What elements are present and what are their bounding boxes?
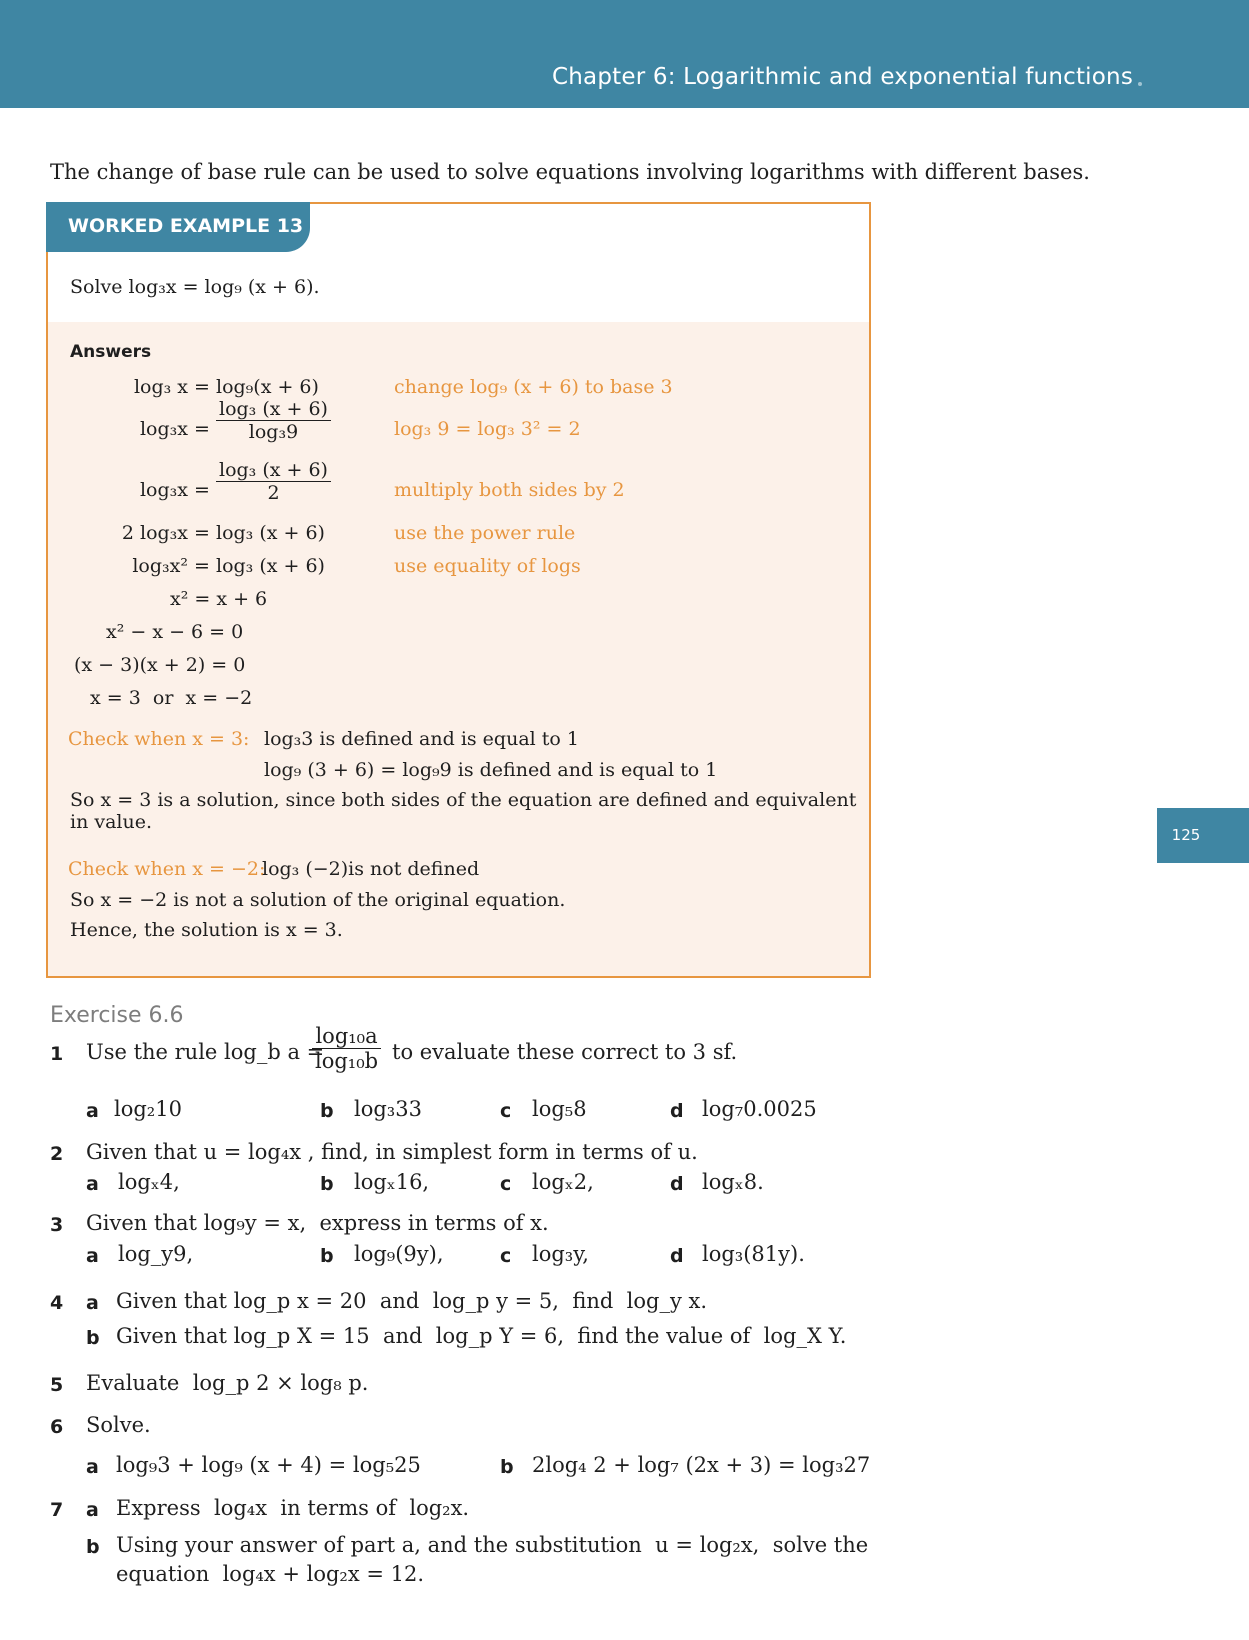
step3-denominator: 2 [267, 482, 280, 504]
step8: (x − 3)(x + 2) = 0 [74, 654, 246, 676]
check1-line1: log₃3 is defined and is equal to 1 [264, 728, 579, 750]
q2d-label: d [670, 1173, 684, 1195]
worked-example-question: Solve log₃x = log₉ (x + 6). [70, 276, 320, 298]
check2-label: Check when x = −2: [68, 858, 266, 880]
check2-line1: log₃ (−2)is not defined [262, 858, 480, 880]
q1-text-after: to evaluate these correct to 3 sf. [392, 1040, 738, 1064]
step2-denominator: log₃9 [248, 421, 299, 443]
q3b-text: log₉(9y), [354, 1242, 444, 1266]
check1-label: Check when x = 3: [68, 728, 250, 750]
q4b-text: Given that log_p X = 15 and log_p Y = 6, find the value of log_X Y. [116, 1324, 847, 1348]
check1-conclusion-line2: in value. [70, 811, 153, 833]
check2-conclusion: So x = −2 is not a solution of the original equation. [70, 889, 566, 911]
q1-text-before: Use the rule log_b a = [86, 1040, 325, 1064]
step1-lhs: log₃ x [133, 376, 188, 398]
header-dot [1138, 82, 1142, 86]
step5-lhs: log₃x² [132, 555, 188, 577]
q3d-text: log₃(81y). [702, 1242, 805, 1266]
q3c-label: c [500, 1245, 512, 1267]
step6: x² = x + 6 [170, 588, 268, 610]
q6a-label: a [86, 1456, 99, 1478]
chapter-title: Chapter 6: Logarithmic and exponential functions [552, 64, 1133, 90]
q2a-text: logₓ4, [118, 1170, 180, 1194]
q3-text: Given that log₉y = x, express in terms of x. [86, 1211, 549, 1235]
chapter-header-bar [0, 0, 1249, 108]
step1-equals: = [194, 376, 210, 398]
q2b-label: b [320, 1173, 334, 1195]
step2-numerator: log₃ (x + 6) [216, 398, 331, 421]
q1c-label: c [500, 1100, 512, 1122]
step1-rhs: log₉(x + 6) [216, 376, 319, 398]
step3-equals: = [194, 479, 210, 501]
q6-number: 6 [50, 1416, 64, 1438]
q3a-text: log_y9, [118, 1242, 194, 1266]
q7b-label: b [86, 1536, 100, 1558]
step9: x = 3 or x = −2 [90, 687, 253, 709]
step4-lhs: 2 log₃x [121, 522, 188, 544]
exercise-title: Exercise 6.6 [50, 1003, 184, 1028]
q5-text: Evaluate log_p 2 × log₈ p. [86, 1371, 369, 1395]
q2-text: Given that u = log₄x , find, in simplest form in terms of u. [86, 1140, 698, 1164]
q3d-label: d [670, 1245, 684, 1267]
q4-number: 4 [50, 1292, 64, 1314]
q6a-text: log₉3 + log₉ (x + 4) = log₅25 [116, 1453, 421, 1477]
q4b-label: b [86, 1327, 100, 1349]
q1d-label: d [670, 1100, 684, 1122]
q1-frac-numerator: log₁₀a [312, 1024, 381, 1049]
step4-note: use the power rule [394, 522, 576, 544]
q2d-text: logₓ8. [702, 1170, 764, 1194]
q7a-text: Express log₄x in terms of log₂x. [116, 1496, 470, 1520]
page-number: 125 [1171, 826, 1201, 844]
q4a-text: Given that log_p x = 20 and log_p y = 5, find log_y x. [116, 1289, 708, 1313]
worked-example-box [46, 202, 871, 978]
q2b-text: logₓ16, [354, 1170, 430, 1194]
q5-number: 5 [50, 1374, 64, 1396]
q1b-text: log₃33 [354, 1097, 422, 1121]
step3-numerator: log₃ (x + 6) [216, 459, 331, 482]
step4-rhs: log₃ (x + 6) [216, 522, 325, 544]
final-solution: Hence, the solution is x = 3. [70, 919, 343, 941]
q3a-label: a [86, 1245, 99, 1267]
q4a-label: a [86, 1292, 99, 1314]
q1-number: 1 [50, 1043, 64, 1065]
q6b-label: b [500, 1456, 514, 1478]
q3b-label: b [320, 1245, 334, 1267]
worked-example-title: WORKED EXAMPLE 13 [68, 215, 304, 237]
step7: x² − x − 6 = 0 [106, 621, 244, 643]
step5-equals: = [194, 555, 210, 577]
intro-text: The change of base rule can be used to solve equations involving logarithms with different bases. [50, 160, 1090, 184]
step3-note: multiply both sides by 2 [394, 479, 625, 501]
q1a-text: log₂10 [114, 1097, 182, 1121]
q3c-text: log₃y, [532, 1242, 589, 1266]
q2c-text: logₓ2, [532, 1170, 594, 1194]
q7b-text-line1: Using your answer of part a, and the substitution u = log₂x, solve the [116, 1533, 869, 1557]
q6-text: Solve. [86, 1413, 151, 1437]
q6b-text: 2log₄ 2 + log₇ (2x + 3) = log₃27 [532, 1453, 871, 1477]
q7a-label: a [86, 1499, 99, 1521]
step2-equals: = [194, 418, 210, 440]
q2c-label: c [500, 1173, 512, 1195]
q7b-text-line2: equation log₄x + log₂x = 12. [116, 1562, 425, 1586]
q1d-text: log₇0.0025 [702, 1097, 817, 1121]
q2a-label: a [86, 1173, 99, 1195]
q1a-label: a [86, 1100, 99, 1122]
q2-number: 2 [50, 1143, 64, 1165]
q1-frac-denominator: log₁₀b [315, 1049, 379, 1073]
page-number-tab [1157, 808, 1249, 863]
step2-rhs-fraction [216, 398, 331, 443]
step2-lhs: log₃x [139, 418, 188, 440]
answers-heading: Answers [70, 342, 152, 362]
step5-rhs: log₃ (x + 6) [216, 555, 325, 577]
q3-number: 3 [50, 1214, 64, 1236]
step2-note: log₃ 9 = log₃ 3² = 2 [394, 418, 581, 440]
q1b-label: b [320, 1100, 334, 1122]
check1-conclusion-line1: So x = 3 is a solution, since both sides of the equation are defined and equivalent [70, 789, 857, 811]
q1c-text: log₅8 [532, 1097, 587, 1121]
step3-rhs-fraction [216, 459, 331, 504]
step4-equals: = [194, 522, 210, 544]
step1-note: change log₉ (x + 6) to base 3 [394, 376, 673, 398]
worked-example-tab [46, 202, 310, 252]
q1-fraction [312, 1024, 381, 1073]
q7-number: 7 [50, 1499, 64, 1521]
check1-line2: log₉ (3 + 6) = log₉9 is defined and is equal to 1 [264, 759, 718, 781]
step5-note: use equality of logs [394, 555, 581, 577]
step3-lhs: log₃x [139, 479, 188, 501]
